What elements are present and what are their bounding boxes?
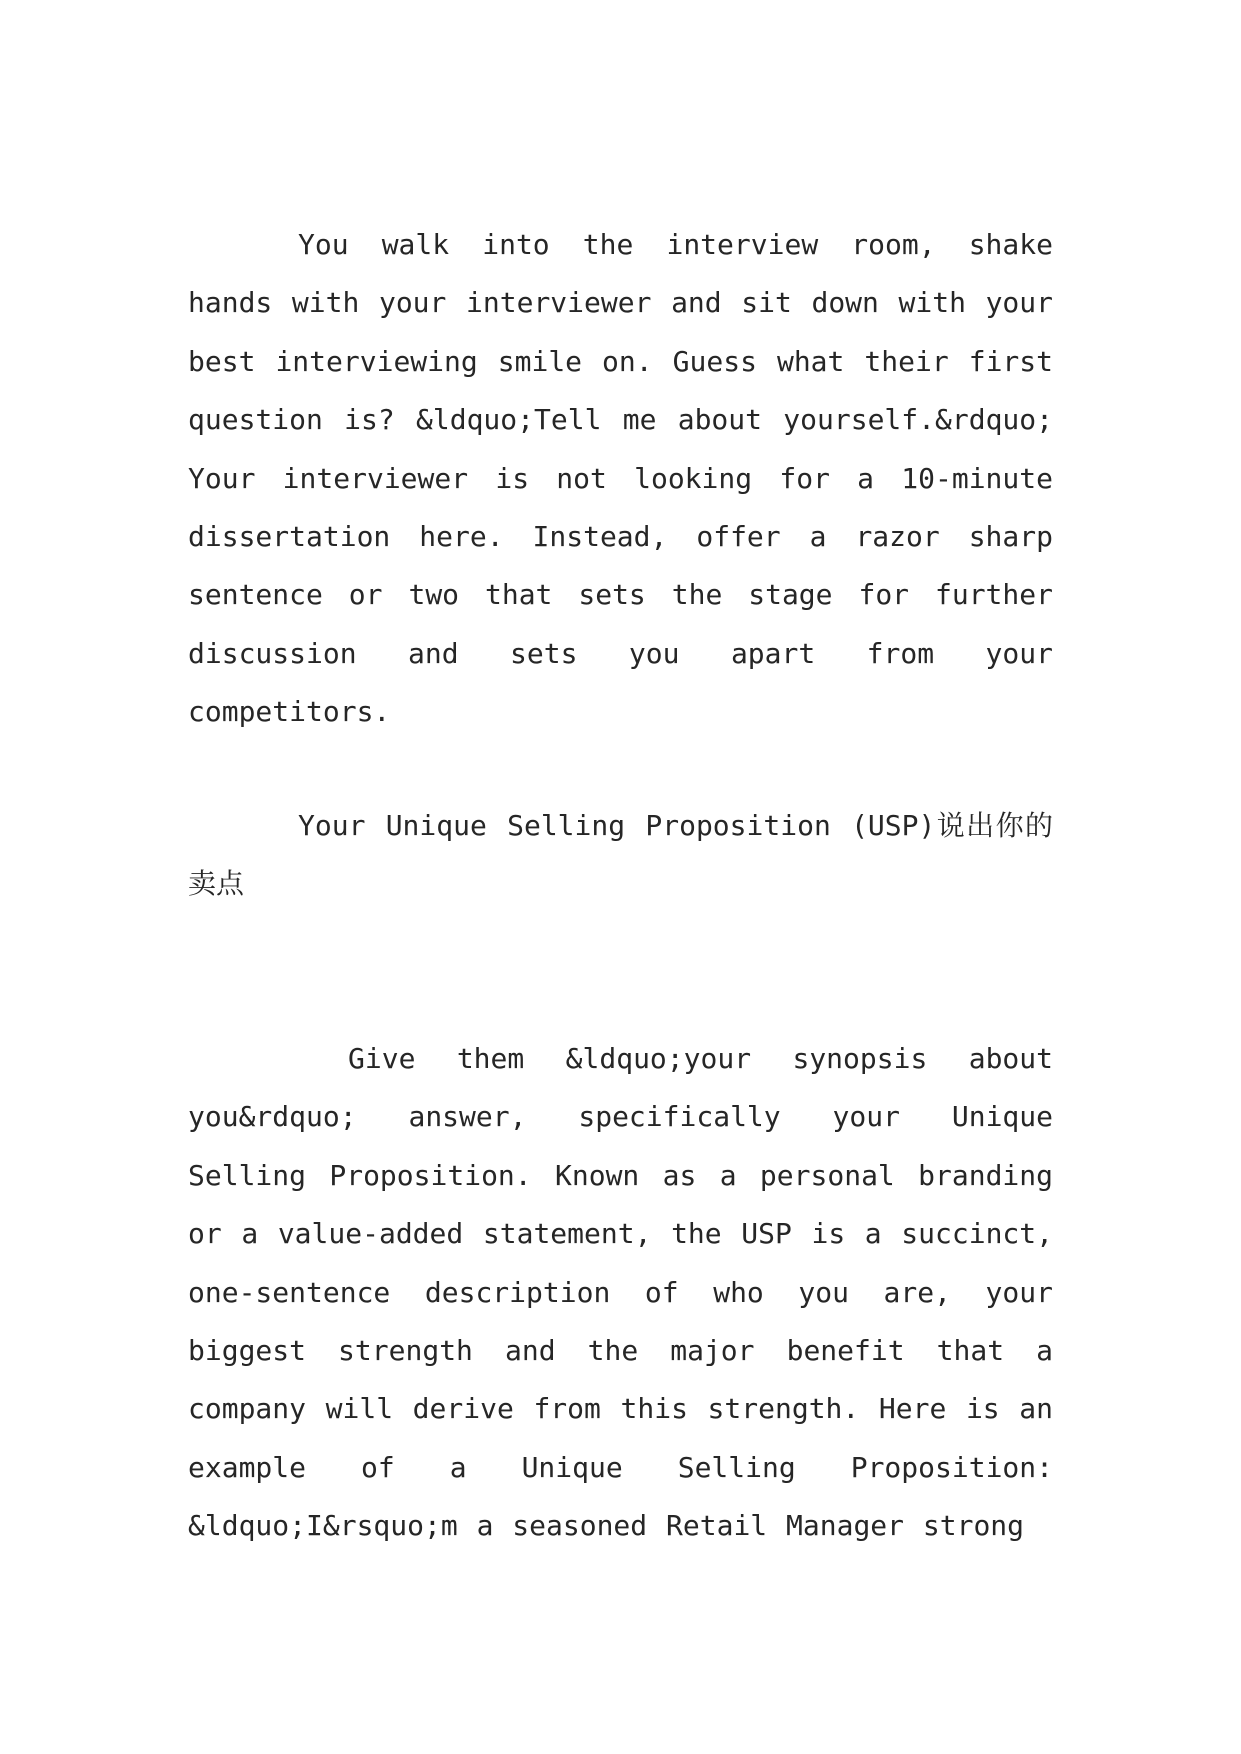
paragraph-usp: Give them &ldquo;your synopsis about you&rdquo; answer, specifically your Unique Selling Proposition. Known as a personal branding or a value-added statement, the USP is a succinct, one-sentence description of who you are, your biggest strength and the major benefit that a company will derive from this strength. Here is an example of a Unique Selling Proposition: &ldquo;I&rsquo;m a seasoned Retail Manager strong	[188, 1042, 1053, 1543]
section-heading-usp: Your Unique Selling Proposition (USP)说出你的卖点	[188, 809, 1053, 901]
paragraph-intro: You walk into the interview room, shake hands with your interviewer and sit down with your best interviewing smile on. Guess what their first question is? &ldquo;Tell me about yourself.&rdquo; Your interviewer is not looking for a 10-minute dissertation here. Instead, offer a razor sharp sentence or two that sets the stage for further discussion and sets you apart from your competitors.	[188, 228, 1053, 729]
